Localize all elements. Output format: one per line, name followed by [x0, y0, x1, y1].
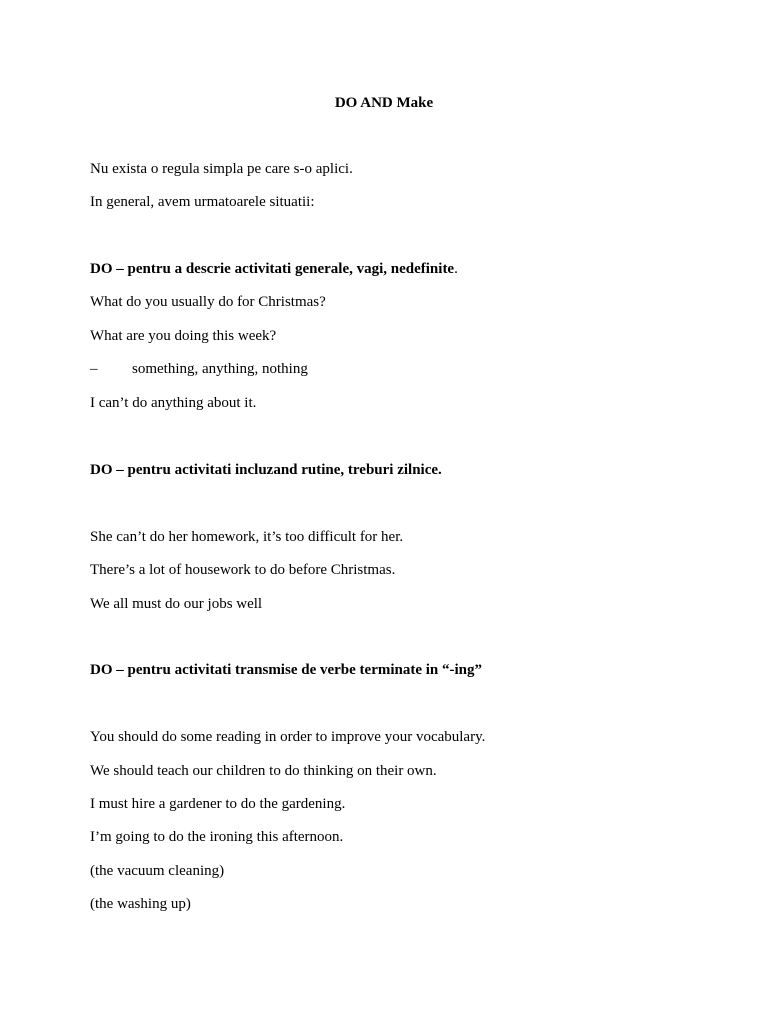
- section1-heading-suffix: .: [454, 261, 458, 277]
- section3-example-4: I’m going to do the ironing this afternoon.: [90, 829, 344, 845]
- section2-example-1: She can’t do her homework, it’s too difficult for her.: [90, 529, 404, 545]
- section3-example-2: We should teach our children to do thinking on their own.: [90, 763, 437, 779]
- section1-heading-text: DO – pentru a descrie activitati generale, vagi, nedefinite: [90, 261, 455, 277]
- document-title: DO AND Make: [334, 95, 434, 111]
- section1-example-2: What are you doing this week?: [90, 328, 277, 344]
- section1-bullet: [90, 360, 308, 378]
- section1-example-3: I can’t do anything about it.: [90, 395, 257, 411]
- section2-heading: DO – pentru activitati incluzand rutine, treburi zilnice.: [90, 462, 442, 478]
- section1-heading: [90, 260, 458, 278]
- section1-example-1: What do you usually do for Christmas?: [90, 294, 326, 310]
- section2-example-2: There’s a lot of housework to do before Christmas.: [90, 562, 396, 578]
- bullet-dash: –: [90, 361, 98, 377]
- intro-line-1: Nu exista o regula simpla pe care s-o aplici.: [90, 161, 353, 177]
- section3-heading: DO – pentru activitati transmise de verbe terminate in “-ing”: [90, 662, 483, 678]
- intro-line-2: In general, avem urmatoarele situatii:: [90, 194, 315, 210]
- section2-example-3: We all must do our jobs well: [90, 596, 263, 612]
- section3-example-1: You should do some reading in order to improve your vocabulary.: [90, 729, 486, 745]
- bullet-text: something, anything, nothing: [132, 361, 308, 377]
- section3-example-3: I must hire a gardener to do the gardening.: [90, 796, 346, 812]
- section3-example-5: (the vacuum cleaning): [90, 863, 225, 879]
- section3-example-6: (the washing up): [90, 896, 191, 912]
